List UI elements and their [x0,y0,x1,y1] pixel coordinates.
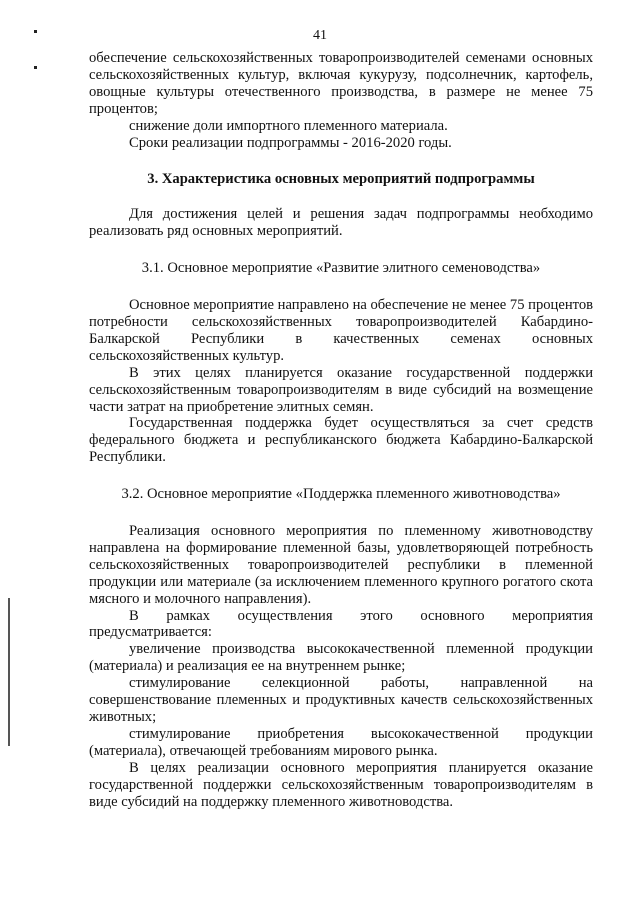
section-heading: 3. Характеристика основных мероприятий подпрограммы [147,171,535,188]
intro-paragraph: Сроки реализации подпрограммы - 2016-2020 годы. [129,134,452,151]
document-body [89,50,593,810]
body-paragraph: Государственная поддержка будет осуществляться за счет средств федерального бюджета и республиканского бюджета Кабардино-Балкарской Республики. [89,415,593,466]
body-paragraph: Реализация основного мероприятия по племенному животноводству направлена на формирование племенной базы, удовлетворяющей потребность сельскохозяйственных товаропроизводителей республики в племенной продукции или материале (за исключением племенного крупного рогатого скота мясного и молочного направления). [89,523,593,607]
list-item: стимулирование селекционной работы, направленной на совершенствование племенных и продуктивных качеств сельскохозяйственных животных; [89,675,593,725]
subsection-heading: 3.2. Основное мероприятие «Поддержка племенного животноводства» [121,486,561,503]
body-paragraph: Основное мероприятие направлено на обеспечение не менее 75 процентов потребности сельскохозяйственных товаропроизводителей Кабардино-Балкарской Республики в качественных семенах основных сельскохозяйственных культур. [89,297,594,364]
list-item: увеличение производства высококачественной племенной продукции (материала) и реализация ее на внутреннем рынке; [89,641,593,675]
intro-paragraph: снижение доли импортного племенного материала. [129,117,448,134]
scan-mark [34,66,37,69]
body-paragraph: В рамках осуществления этого основного мероприятия предусматривается: [89,607,593,641]
intro-paragraph: обеспечение сельскохозяйственных товаропроизводителей семенами основных сельскохозяйственных культур, включая кукурузу, подсолнечник, картофель, овощные культуры отечественного производства, в размере не менее 75 процентов; [89,50,593,117]
body-paragraph: В целях реализации основного мероприятия планируется оказание государственной поддержки сельскохозяйственным товаропроизводителям в виде субсидий на поддержку племенного животноводства. [89,759,593,810]
scan-margin-line [8,598,10,746]
section-lead-paragraph: Для достижения целей и решения задач подпрограммы необходимо реализовать ряд основных мероприятий. [89,206,593,240]
body-paragraph: В этих целях планируется оказание государственной поддержки сельскохозяйственным товаропроизводителям в виде субсидий на возмещение части затрат на приобретение элитных семян. [89,364,593,415]
subsection-heading: 3.1. Основное мероприятие «Развитие элитного семеноводства» [141,260,541,277]
list-item: стимулирование приобретения высококачественной продукции (материала), отвечающей требованиям мирового рынка. [89,725,593,759]
page-number: 41 [313,28,327,43]
